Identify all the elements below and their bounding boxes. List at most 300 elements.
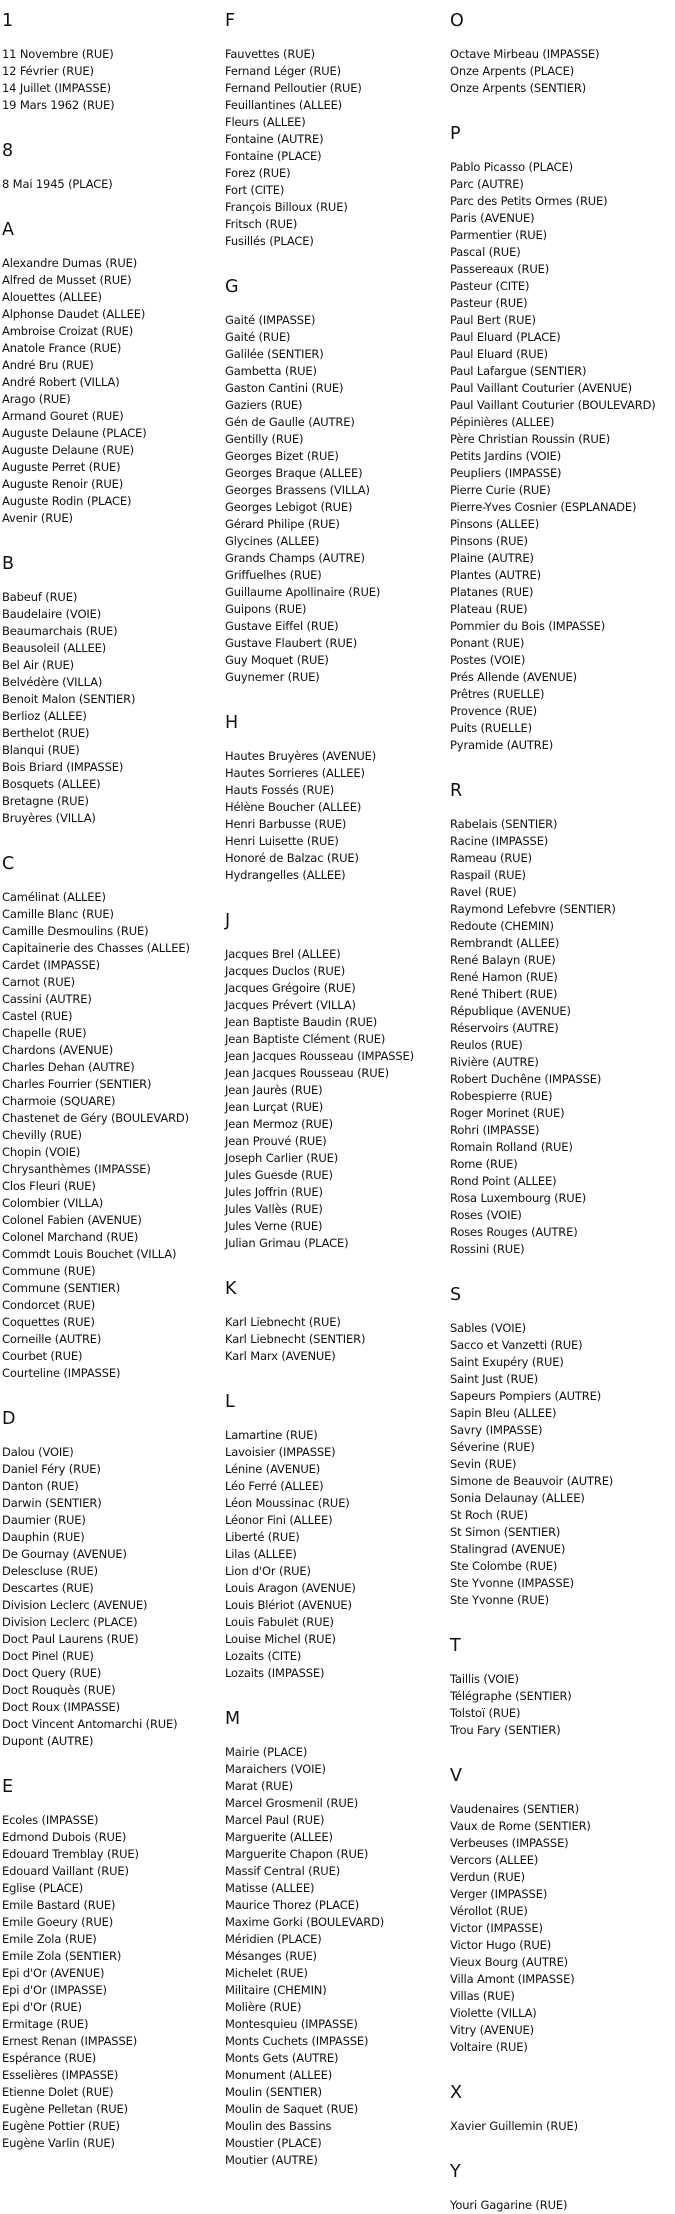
street-item: Vérollot (RUE) (450, 1904, 528, 1918)
street-item: Emile Goeury (RUE) (2, 1915, 114, 1929)
street-item: Gaziers (RUE) (225, 398, 303, 412)
street-item: Alexandre Dumas (RUE) (2, 256, 138, 270)
street-item: Doct Pinel (RUE) (2, 1649, 94, 1663)
street-item: Moutier (AUTRE) (225, 2153, 318, 2167)
letter-section (2, 10, 222, 114)
street-item: Vaudenaires (SENTIER) (450, 1802, 580, 1816)
street-item: Jean Jacques Rousseau (IMPASSE) (225, 1049, 414, 1063)
street-item: Pinsons (RUE) (450, 534, 528, 548)
street-item: Chardons (AVENUE) (2, 1043, 114, 1057)
street-item: Ravel (RUE) (450, 885, 517, 899)
street-item: De Gournay (AVENUE) (2, 1547, 127, 1561)
letter-section (450, 1284, 672, 1609)
street-item: Louis Fabulet (RUE) (225, 1615, 334, 1629)
street-item: Alfred de Musset (RUE) (2, 273, 132, 287)
letter-heading: A (2, 220, 14, 240)
street-item: Raspail (RUE) (450, 868, 526, 882)
street-item: Moustier (PLACE) (225, 2136, 322, 2150)
street-item: Jacques Prévert (VILLA) (225, 998, 356, 1012)
letter-heading: C (2, 854, 15, 874)
street-item: Hydrangelles (ALLEE) (225, 868, 346, 882)
street-item: Julian Grimau (PLACE) (225, 1236, 349, 1250)
street-item: Berthelot (RUE) (2, 726, 90, 740)
street-item: Ermitage (RUE) (2, 2017, 89, 2031)
street-item: Georges Braque (ALLEE) (225, 466, 363, 480)
street-item: Vieux Bourg (AUTRE) (450, 1955, 569, 1969)
street-item: Capitainerie des Chasses (ALLEE) (2, 941, 190, 955)
street-item: Pierre Curie (RUE) (450, 483, 551, 497)
letter-heading: O (450, 11, 464, 31)
letter-section (225, 276, 447, 686)
letter-heading: R (450, 781, 463, 801)
street-item: Paul Eluard (PLACE) (450, 330, 561, 344)
street-item: Division Leclerc (PLACE) (2, 1615, 138, 1629)
street-item: Benoit Malon (SENTIER) (2, 692, 136, 706)
letter-section (225, 712, 447, 884)
letter-section (2, 1776, 222, 2152)
street-item: Lozaits (CITE) (225, 1649, 302, 1663)
street-item: Rossini (RUE) (450, 1242, 525, 1256)
street-item: Commune (RUE) (2, 1264, 96, 1278)
street-item: Marcel Grosmenil (RUE) (225, 1796, 359, 1810)
street-item: Sables (VOIE) (450, 1321, 526, 1335)
street-item: Octave Mirbeau (IMPASSE) (450, 47, 600, 61)
street-item: Eugène Varlin (RUE) (2, 2136, 115, 2150)
street-item: Reulos (RUE) (450, 1038, 523, 1052)
street-item: Lozaits (IMPASSE) (225, 1666, 325, 1680)
letter-heading: K (225, 1279, 237, 1299)
letter-section (225, 1708, 447, 2169)
street-item: Parmentier (RUE) (450, 228, 547, 242)
street-item: Etienne Dolet (RUE) (2, 2085, 114, 2099)
street-item: Marguerite (ALLEE) (225, 1830, 333, 1844)
letter-section (225, 1278, 447, 1365)
street-item: Jean Prouvé (RUE) (225, 1134, 327, 1148)
street-item: Maurice Thorez (PLACE) (225, 1898, 360, 1912)
street-item: Gentilly (RUE) (225, 432, 304, 446)
street-item: Redoute (CHEMIN) (450, 919, 554, 933)
street-item: Hélène Boucher (ALLEE) (225, 800, 362, 814)
street-item: Marguerite Chapon (RUE) (225, 1847, 369, 1861)
street-item: Saint Exupéry (RUE) (450, 1355, 564, 1369)
letter-section (2, 1408, 222, 1750)
street-item: Père Christian Roussin (RUE) (450, 432, 611, 446)
street-item: Hautes Sorrieres (ALLEE) (225, 766, 365, 780)
street-item: Trou Fary (SENTIER) (450, 1723, 561, 1737)
street-item: Pablo Picasso (PLACE) (450, 160, 573, 174)
street-item: Commune (SENTIER) (2, 1281, 121, 1295)
street-item: Auguste Renoir (RUE) (2, 477, 124, 491)
street-item: Henri Barbusse (RUE) (225, 817, 347, 831)
street-item: Berlioz (ALLEE) (2, 709, 87, 723)
street-item: Guipons (RUE) (225, 602, 307, 616)
letter-section (2, 219, 222, 527)
street-item: Castel (RUE) (2, 1009, 73, 1023)
street-item: Carnot (RUE) (2, 975, 75, 989)
street-item: Savry (IMPASSE) (450, 1423, 543, 1437)
street-item: René Balayn (RUE) (450, 953, 556, 967)
street-item: Belvédère (VILLA) (2, 675, 103, 689)
street-item: Jules Joffrin (RUE) (225, 1185, 323, 1199)
street-item: Ecoles (IMPASSE) (2, 1813, 99, 1827)
street-item: Youri Gagarine (RUE) (450, 2198, 568, 2212)
street-item: Paris (AVENUE) (450, 211, 535, 225)
street-item: Montesquieu (IMPASSE) (225, 2017, 358, 2031)
letter-heading: G (225, 277, 239, 297)
street-item: Télégraphe (SENTIER) (450, 1689, 572, 1703)
street-item: Lavoisier (IMPASSE) (225, 1445, 336, 1459)
letter-heading: J (225, 911, 231, 931)
street-item: Auguste Perret (RUE) (2, 460, 121, 474)
street-item: Roses Rouges (AUTRE) (450, 1225, 578, 1239)
street-item: Commdt Louis Bouchet (VILLA) (2, 1247, 177, 1261)
street-item: Cassini (AUTRE) (2, 992, 92, 1006)
street-item: Romain Rolland (RUE) (450, 1140, 573, 1154)
street-item: 14 Juillet (IMPASSE) (2, 81, 112, 95)
letter-heading: H (225, 713, 239, 733)
street-item: Doct Paul Laurens (RUE) (2, 1632, 139, 1646)
letter-section (450, 1765, 672, 2056)
street-item: Saint Just (RUE) (450, 1372, 539, 1386)
street-item: Pasteur (CITE) (450, 279, 530, 293)
street-item: Blanqui (RUE) (2, 743, 80, 757)
street-item: François Billoux (RUE) (225, 200, 348, 214)
street-item: Lilas (ALLEE) (225, 1547, 297, 1561)
street-item: Petits Jardins (VOIE) (450, 449, 562, 463)
street-item: Camélinat (ALLEE) (2, 890, 106, 904)
street-item: Maxime Gorki (BOULEVARD) (225, 1915, 385, 1929)
street-item: Fleurs (ALLEE) (225, 115, 306, 129)
street-item: Paul Vaillant Couturier (BOULEVARD) (450, 398, 656, 412)
street-item: Bruyères (VILLA) (2, 811, 96, 825)
street-item: Parc des Petits Ormes (RUE) (450, 194, 608, 208)
letter-heading: B (2, 554, 15, 574)
letter-heading: P (450, 124, 461, 144)
street-item: Camille Blanc (RUE) (2, 907, 114, 921)
street-item: Sacco et Vanzetti (RUE) (450, 1338, 583, 1352)
street-item: Sonia Delaunay (ALLEE) (450, 1491, 585, 1505)
street-item: Griffuelhes (RUE) (225, 568, 322, 582)
street-item: Auguste Delaune (PLACE) (2, 426, 147, 440)
street-item: Moulin des Bassins (225, 2119, 332, 2133)
street-item: Eglise (PLACE) (2, 1881, 84, 1895)
street-item: Ste Yvonne (RUE) (450, 1593, 549, 1607)
street-item: Onze Arpents (SENTIER) (450, 81, 587, 95)
street-item: Racine (IMPASSE) (450, 834, 549, 848)
street-item: Fernand Pelloutier (RUE) (225, 81, 362, 95)
letter-section (2, 140, 222, 193)
street-item: Marcel Paul (RUE) (225, 1813, 325, 1827)
street-item: Pasteur (RUE) (450, 296, 528, 310)
street-item: Paul Eluard (RUE) (450, 347, 548, 361)
street-item: Vercors (ALLEE) (450, 1853, 539, 1867)
street-item: Armand Gouret (RUE) (2, 409, 124, 423)
street-item: Eugène Pottier (RUE) (2, 2119, 120, 2133)
street-item: Dauphin (RUE) (2, 1530, 85, 1544)
letter-section (225, 1391, 447, 1682)
street-item: Edouard Vaillant (RUE) (2, 1864, 129, 1878)
letter-heading: D (2, 1409, 16, 1429)
street-item: Doct Rouquès (RUE) (2, 1683, 116, 1697)
street-item: Roger Morinet (RUE) (450, 1106, 565, 1120)
street-item: Platanes (RUE) (450, 585, 534, 599)
letter-heading: M (225, 1709, 241, 1729)
street-item: Chastenet de Géry (BOULEVARD) (2, 1111, 189, 1125)
street-item: Louis Aragon (AVENUE) (225, 1581, 356, 1595)
street-item: Jean Baptiste Clément (RUE) (225, 1032, 386, 1046)
street-item: Charles Fourrier (SENTIER) (2, 1077, 152, 1091)
letter-heading: 1 (2, 11, 14, 31)
street-item: Epi d'Or (RUE) (2, 2000, 82, 2014)
street-item: Chrysanthèmes (IMPASSE) (2, 1162, 151, 1176)
street-item: Voltaire (RUE) (450, 2040, 528, 2054)
letter-heading: 8 (2, 141, 14, 161)
street-item: Avenir (RUE) (2, 511, 73, 525)
street-item: Monts Gets (AUTRE) (225, 2051, 339, 2065)
street-item: Gaité (IMPASSE) (225, 313, 316, 327)
street-item: Peupliers (IMPASSE) (450, 466, 562, 480)
street-item: Colonel Fabien (AVENUE) (2, 1213, 142, 1227)
street-item: Bois Briard (IMPASSE) (2, 760, 124, 774)
street-item: Colombier (VILLA) (2, 1196, 104, 1210)
street-item: Daniel Féry (RUE) (2, 1462, 101, 1476)
street-item: Léo Ferré (ALLEE) (225, 1479, 324, 1493)
street-item: Jean Baptiste Baudin (RUE) (225, 1015, 378, 1029)
street-item: Georges Lebigot (RUE) (225, 500, 353, 514)
street-item: Dalou (VOIE) (2, 1445, 74, 1459)
street-item: Pyramide (AUTRE) (450, 738, 554, 752)
street-item: Alouettes (ALLEE) (2, 290, 102, 304)
street-item: Tolstoï (RUE) (450, 1706, 521, 1720)
street-item: Epi d'Or (AVENUE) (2, 1966, 105, 1980)
letter-heading: T (450, 1636, 461, 1656)
street-item: Robespierre (RUE) (450, 1089, 553, 1103)
street-item: Fort (CITE) (225, 183, 285, 197)
street-item: Passereaux (RUE) (450, 262, 550, 276)
street-item: Edouard Tremblay (RUE) (2, 1847, 139, 1861)
street-item: Eugène Pelletan (RUE) (2, 2102, 129, 2116)
street-item: Parc (AUTRE) (450, 177, 524, 191)
street-item: Jules Vallès (RUE) (225, 1202, 323, 1216)
street-item: Doct Vincent Antomarchi (RUE) (2, 1717, 178, 1731)
street-item: Anatole France (RUE) (2, 341, 122, 355)
street-item: René Hamon (RUE) (450, 970, 558, 984)
street-item: Beausoleil (ALLEE) (2, 641, 107, 655)
letter-section (450, 123, 672, 754)
street-item: Courbet (RUE) (2, 1349, 83, 1363)
street-item: Rohri (IMPASSE) (450, 1123, 540, 1137)
street-item: Robert Duchêne (IMPASSE) (450, 1072, 602, 1086)
street-item: Hautes Bruyères (AVENUE) (225, 749, 377, 763)
letter-heading: E (2, 1777, 14, 1797)
street-item: Victor Hugo (RUE) (450, 1938, 552, 1952)
street-item: Rosa Luxembourg (RUE) (450, 1191, 587, 1205)
letter-heading: S (450, 1285, 462, 1305)
street-item: Pascal (RUE) (450, 245, 521, 259)
street-item: Gérard Philipe (RUE) (225, 517, 340, 531)
letter-section (2, 853, 222, 1382)
street-item: Bretagne (RUE) (2, 794, 89, 808)
street-item: Ponant (RUE) (450, 636, 525, 650)
street-item: Fusillés (PLACE) (225, 234, 314, 248)
street-item: Méridien (PLACE) (225, 1932, 322, 1946)
street-item: Chopin (VOIE) (2, 1145, 81, 1159)
street-item: Paul Vaillant Couturier (AVENUE) (450, 381, 632, 395)
street-item: Rome (RUE) (450, 1157, 518, 1171)
street-item: Fritsch (RUE) (225, 217, 298, 231)
street-item: Fontaine (AUTRE) (225, 132, 324, 146)
street-item: Chevilly (RUE) (2, 1128, 82, 1142)
street-item: Charles Dehan (AUTRE) (2, 1060, 135, 1074)
letter-section (450, 10, 672, 97)
street-item: Cardet (IMPASSE) (2, 958, 100, 972)
street-item: Plateau (RUE) (450, 602, 528, 616)
street-item: Prés Allende (AVENUE) (450, 670, 577, 684)
street-item: Arago (RUE) (2, 392, 71, 406)
street-item: Mairie (PLACE) (225, 1745, 308, 1759)
street-item: Rembrandt (ALLEE) (450, 936, 560, 950)
street-item: Delescluse (RUE) (2, 1564, 98, 1578)
street-item: Lamartine (RUE) (225, 1428, 318, 1442)
street-item: Honoré de Balzac (RUE) (225, 851, 359, 865)
street-item: Georges Bizet (RUE) (225, 449, 339, 463)
street-item: Vitry (AVENUE) (450, 2023, 534, 2037)
letter-section (2, 553, 222, 827)
street-item: Bel Air (RUE) (2, 658, 74, 672)
street-item: 11 Novembre (RUE) (2, 47, 114, 61)
street-item: Emile Zola (RUE) (2, 1932, 97, 1946)
street-item: Molière (RUE) (225, 2000, 302, 2014)
street-item: Jules Guesde (RUE) (225, 1168, 333, 1182)
street-item: Monument (ALLEE) (225, 2068, 333, 2082)
street-item: Séverine (RUE) (450, 1440, 535, 1454)
street-item: Forez (RUE) (225, 166, 291, 180)
street-item: Rivière (AUTRE) (450, 1055, 539, 1069)
street-item: Vaux de Rome (SENTIER) (450, 1819, 591, 1833)
street-item: 19 Mars 1962 (RUE) (2, 98, 115, 112)
street-item: René Thibert (RUE) (450, 987, 558, 1001)
street-item: Plaine (AUTRE) (450, 551, 534, 565)
street-item: Rabelais (SENTIER) (450, 817, 558, 831)
street-item: Ambroise Croizat (RUE) (2, 324, 134, 338)
street-item: 12 Février (RUE) (2, 64, 94, 78)
street-item: Villa Amont (IMPASSE) (450, 1972, 575, 1986)
street-item: Pommier du Bois (IMPASSE) (450, 619, 606, 633)
street-item: Charmoie (SQUARE) (2, 1094, 116, 1108)
column-3 (450, 0, 672, 2214)
street-item: Georges Brassens (VILLA) (225, 483, 370, 497)
street-item: Sapin Bleu (ALLEE) (450, 1406, 557, 1420)
street-item: Sapeurs Pompiers (AUTRE) (450, 1389, 602, 1403)
street-item: Karl Liebnecht (SENTIER) (225, 1332, 366, 1346)
street-item: Liberté (RUE) (225, 1530, 300, 1544)
street-item: Marat (RUE) (225, 1779, 293, 1793)
street-item: Camille Desmoulins (RUE) (2, 924, 149, 938)
street-item: Colonel Marchand (RUE) (2, 1230, 139, 1244)
street-item: Gaston Cantini (RUE) (225, 381, 344, 395)
street-item: Baudelaire (VOIE) (2, 607, 102, 621)
street-item: Babeuf (RUE) (2, 590, 78, 604)
street-item: St Simon (SENTIER) (450, 1525, 561, 1539)
street-item: Clos Fleuri (RUE) (2, 1179, 96, 1193)
street-item: Chapelle (RUE) (2, 1026, 87, 1040)
street-item: Descartes (RUE) (2, 1581, 94, 1595)
street-item: Prêtres (RUELLE) (450, 687, 545, 701)
street-item: Plantes (AUTRE) (450, 568, 541, 582)
street-item: Bosquets (ALLEE) (2, 777, 101, 791)
letter-heading: V (450, 1766, 462, 1786)
column-2 (225, 0, 447, 2169)
street-item: Ste Colombe (RUE) (450, 1559, 558, 1573)
street-item: Victor (IMPASSE) (450, 1921, 543, 1935)
street-item: Verger (IMPASSE) (450, 1887, 548, 1901)
street-item: Jules Verne (RUE) (225, 1219, 323, 1233)
street-item: Henri Luisette (RUE) (225, 834, 339, 848)
street-item: 8 Mai 1945 (PLACE) (2, 177, 113, 191)
street-item: Division Leclerc (AVENUE) (2, 1598, 148, 1612)
street-item: Jacques Grégoire (RUE) (225, 981, 356, 995)
letter-section (450, 2161, 672, 2214)
street-item: Léonor Fini (ALLEE) (225, 1513, 333, 1527)
street-item: Gustave Eiffel (RUE) (225, 619, 339, 633)
street-item: Verbeuses (IMPASSE) (450, 1836, 569, 1850)
street-item: Danton (RUE) (2, 1479, 79, 1493)
street-item: Postes (VOIE) (450, 653, 526, 667)
street-item: Rond Point (ALLEE) (450, 1174, 557, 1188)
street-item: Courteline (IMPASSE) (2, 1366, 121, 1380)
street-item: Rameau (RUE) (450, 851, 532, 865)
street-item: Condorcet (RUE) (2, 1298, 96, 1312)
street-item: Beaumarchais (RUE) (2, 624, 118, 638)
letter-section (450, 1635, 672, 1739)
letter-section (225, 10, 447, 250)
street-item: Joseph Carlier (RUE) (225, 1151, 339, 1165)
letter-heading: Y (450, 2162, 461, 2182)
street-item: Militaire (CHEMIN) (225, 1983, 327, 1997)
street-item: Espérance (RUE) (2, 2051, 97, 2065)
street-item: Emile Zola (SENTIER) (2, 1949, 122, 1963)
street-item: Jean Jacques Rousseau (RUE) (225, 1066, 389, 1080)
letter-heading: L (225, 1392, 235, 1412)
street-item: Léon Moussinac (RUE) (225, 1496, 350, 1510)
street-item: Edmond Dubois (RUE) (2, 1830, 127, 1844)
street-item: Taillis (VOIE) (450, 1672, 519, 1686)
street-item: Monts Cuchets (IMPASSE) (225, 2034, 369, 2048)
street-item: Ernest Renan (IMPASSE) (2, 2034, 138, 2048)
street-item: Dupont (AUTRE) (2, 1734, 94, 1748)
street-item: République (AVENUE) (450, 1004, 571, 1018)
street-item: Esselières (IMPASSE) (2, 2068, 119, 2082)
street-item: Jean Jaurès (RUE) (225, 1083, 323, 1097)
street-item: Emile Bastard (RUE) (2, 1898, 116, 1912)
street-item: Lénine (AVENUE) (225, 1462, 321, 1476)
street-item: Pinsons (ALLEE) (450, 517, 540, 531)
street-item: Roses (VOIE) (450, 1208, 522, 1222)
street-item: Maraichers (VOIE) (225, 1762, 326, 1776)
letter-heading: F (225, 11, 236, 31)
street-item: Verdun (RUE) (450, 1870, 525, 1884)
street-item: Pierre-Yves Cosnier (ESPLANADE) (450, 500, 637, 514)
street-item: Stalingrad (AVENUE) (450, 1542, 566, 1556)
street-item: Hauts Fossés (RUE) (225, 783, 335, 797)
street-item: Pépinières (ALLEE) (450, 415, 555, 429)
street-item: Raymond Lefebvre (SENTIER) (450, 902, 616, 916)
street-item: Fernand Léger (RUE) (225, 64, 342, 78)
column-1 (2, 0, 222, 2152)
street-item: Auguste Rodin (PLACE) (2, 494, 132, 508)
street-item: Mésanges (RUE) (225, 1949, 317, 1963)
street-item: Doct Query (RUE) (2, 1666, 102, 1680)
